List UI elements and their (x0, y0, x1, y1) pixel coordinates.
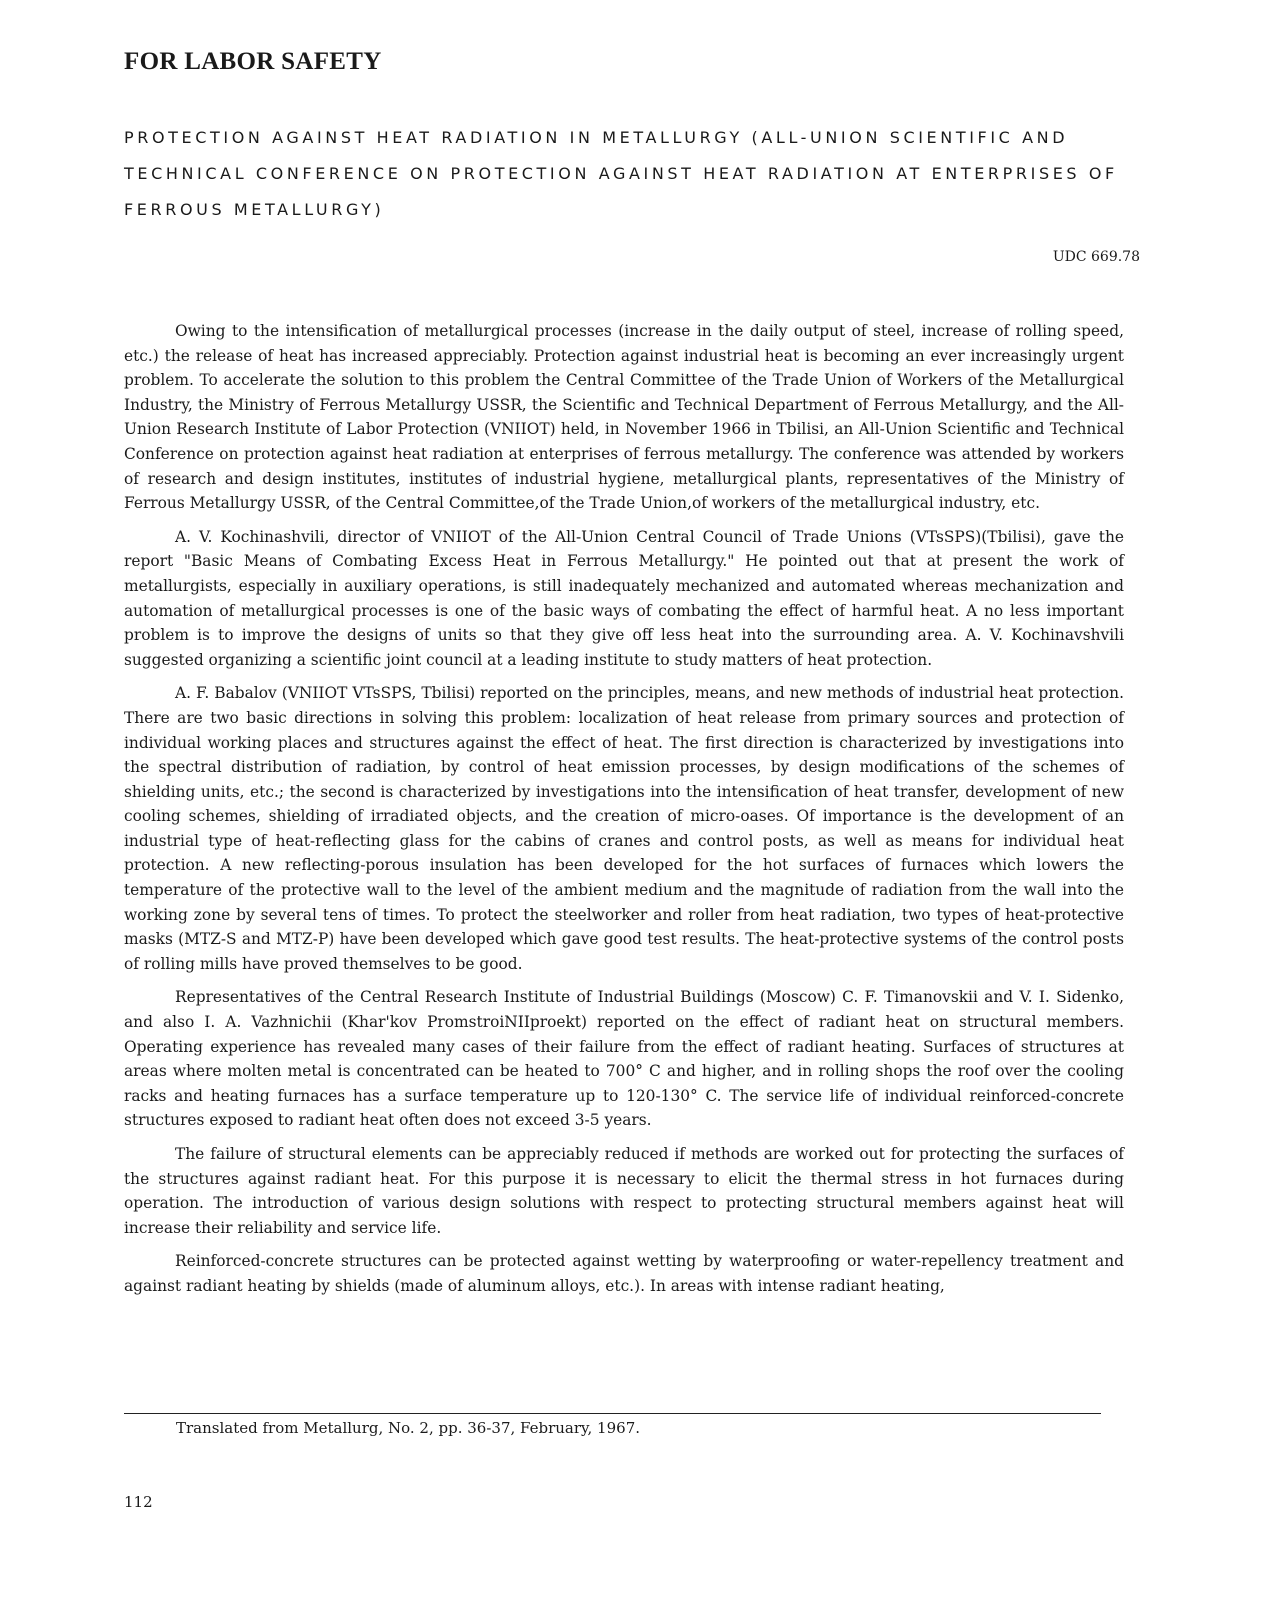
translation-footnote: Translated from Metallurg, No. 2, pp. 36-37, February, 1967. (176, 1419, 641, 1437)
udc-code: UDC 669.78 (1052, 249, 1140, 265)
section-heading: FOR LABOR SAFETY (124, 48, 382, 75)
paragraph: A. V. Kochinashvili, director of VNIIOT of the All-Union Central Council of Trade Unions (VTsSPS)(Tbilisi), gave the report "Basic Means of Combating Excess Heat in Ferrous Metallurgy." He pointed out that at present the work of metallurgists, especially in auxiliary operations, is still inadequately mechanized and automated whereas mechanization and automation of metallurgical processes is one of the basic ways of combating the effect of harmful heat. A no less important problem is to improve the designs of units so that they give off less heat into the surrounding area. A. V. Kochinavshvili suggested organizing a scientific joint council at a leading institute to study matters of heat protection. (124, 527, 1124, 669)
page-number: 112 (124, 1493, 153, 1511)
paragraph: A. F. Babalov (VNIIOT VTsSPS, Tbilisi) reported on the principles, means, and new methods of industrial heat protection. There are two basic directions in solving this problem: localization of heat release from primary sources and protection of individual working places and structures against the effect of heat. The first direction is characterized by investigations into the spectral distribution of radiation, by control of heat emission processes, by design modifications of the schemes of shielding units, etc.; the second is characterized by investigations into the intensification of heat transfer, development of new cooling schemes, shielding of irradiated objects, and the creation of micro-oases. Of importance is the development of an industrial type of heat-reflecting glass for the cabins of cranes and control posts, as well as means for individual heat protection. A new reflecting-porous insulation has been developed for the hot surfaces of furnaces which lowers the temperature of the protective wall to the level of the ambient medium and the magnitude of radiation from the wall into the working zone by several tens of times. To protect the steelworker and roller from heat radiation, two types of heat-protective masks (MTZ-S and MTZ-P) have been developed which gave good test results. The heat-protective systems of the control posts of rolling mills have proved themselves to be good. (124, 684, 1124, 973)
paragraph: Owing to the intensification of metallurgical processes (increase in the daily output of steel, increase of rolling speed, etc.) the release of heat has increased appreciably. Protection against industrial heat is becoming an ever increasingly urgent problem. To accelerate the solution to this problem the Central Committee of the Trade Union of Workers of the Metallurgical Industry, the Ministry of Ferrous Metallurgy USSR, the Scientific and Technical Department of Ferrous Metallurgy, and the All-Union Research Institute of Labor Protection (VNIIOT) held, in November 1966 in Tbilisi, an All-Union Scientific and Technical Conference on protection against heat radiation at enterprises of ferrous metallurgy. The conference was attended by workers of research and design institutes, institutes of industrial hygiene, metallurgical plants, representatives of the Ministry of Ferrous Metallurgy USSR, of the Central Committee,of the Trade Union,of workers of the metallurgical industry, etc. (124, 322, 1124, 513)
footnote-divider (124, 1413, 1101, 1414)
paragraph: Reinforced-concrete structures can be protected against wetting by waterproofing or water-repellency treatment and against radiant heating by shields (made of aluminum alloys, etc.). In areas with intense radiant heating, (124, 1252, 1124, 1295)
article-title: PROTECTION AGAINST HEAT RADIATION IN METALLURGY (ALL-UNION SCIENTIFIC AND TECHNICAL CONFERENCE ON PROTECTION AGAINST HEAT RADIATION AT ENTERPRISES OF FERROUS METALLURGY) (124, 128, 1118, 219)
paragraph: The failure of structural elements can be appreciably reduced if methods are worked out for protecting the surfaces of the structures against radiant heat. For this purpose it is necessary to elicit the thermal stress in hot furnaces during operation. The introduction of various design solutions with respect to protecting structural members against heat will increase their reliability and service life. (124, 1145, 1124, 1237)
article-body (124, 319, 1124, 1308)
paragraph: Representatives of the Central Research Institute of Industrial Buildings (Moscow) C. F. Timanovskii and V. I. Sidenko, and also I. A. Vazhnichii (Khar'kov PromstroiNIIproekt) reported on the effect of radiant heat on structural members. Operating experience has revealed many cases of their failure from the effect of radiant heating. Surfaces of structures at areas where molten metal is concentrated can be heated to 700° C and higher, and in rolling shops the roof over the cooling racks and heating furnaces has a surface temperature up to 120-130° C. The service life of individual reinforced-concrete structures exposed to radiant heat often does not exceed 3-5 years. (124, 988, 1124, 1130)
